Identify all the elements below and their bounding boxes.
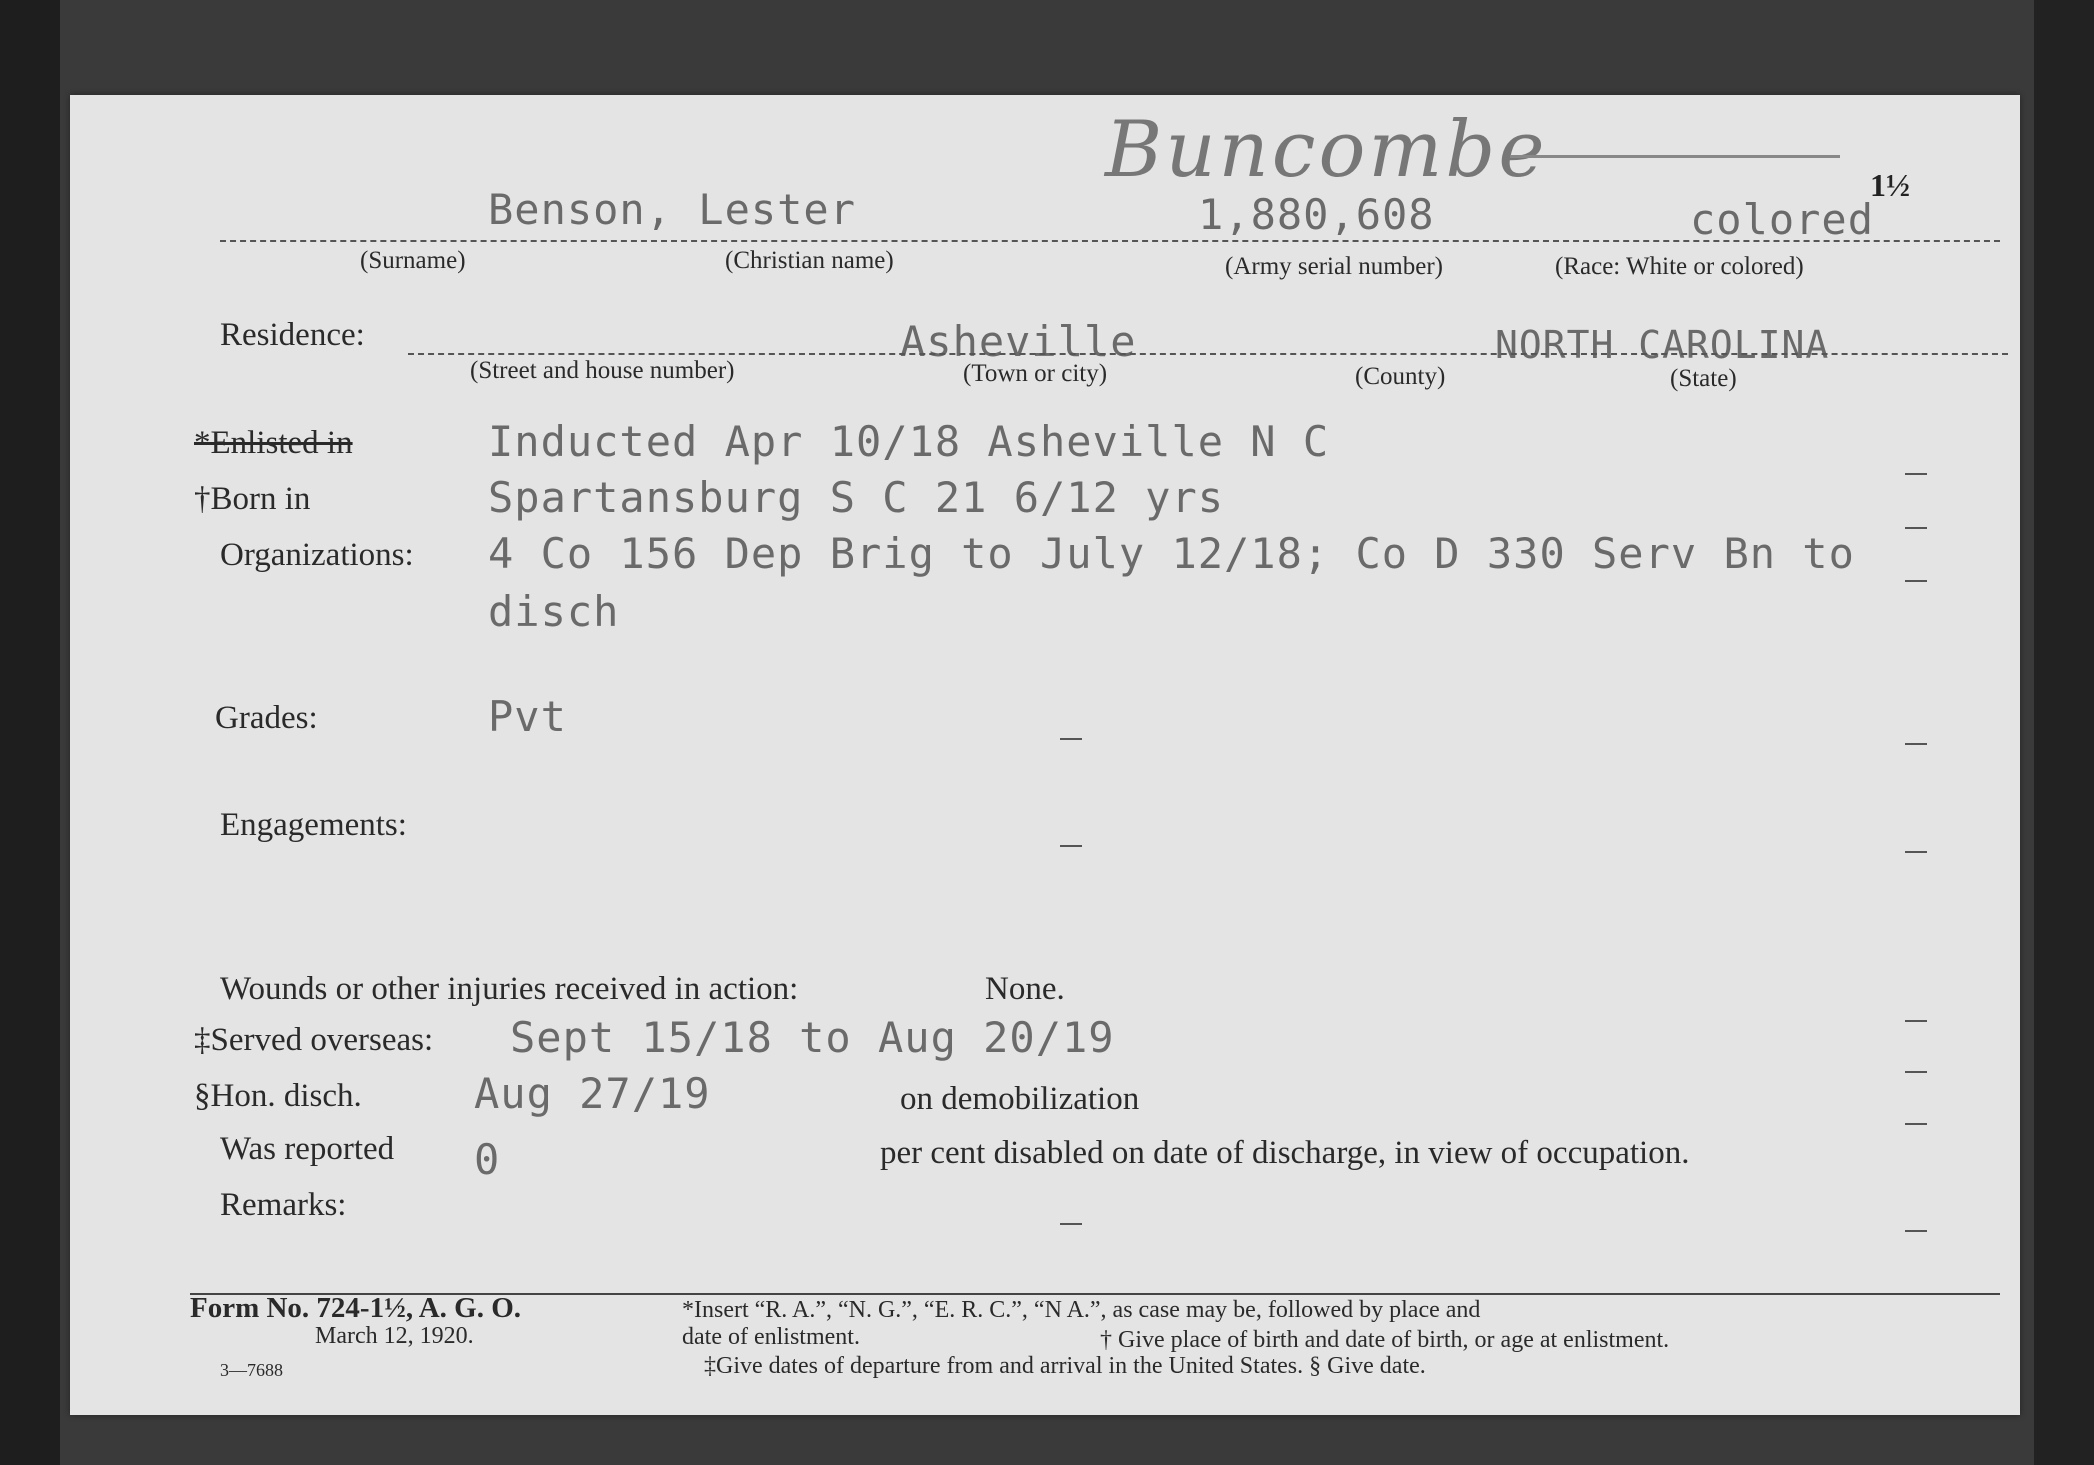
reported-suffix: per cent disabled on date of discharge, in view of occupation.	[880, 1135, 1690, 1171]
footnote-birth: † Give place of birth and date of birth, or age at enlistment.	[1100, 1327, 1670, 1353]
engagements-label: Engagements:	[220, 807, 407, 843]
margin-tick	[1905, 1071, 1927, 1073]
margin-tick	[1905, 1230, 1927, 1232]
overseas-label: ‡Served overseas:	[194, 1022, 434, 1058]
race-caption: (Race: White or colored)	[1555, 253, 1804, 280]
grades-value: Pvt	[488, 692, 567, 741]
christian-name-caption: (Christian name)	[725, 247, 894, 274]
margin-tick	[1905, 580, 1927, 582]
name-line	[220, 240, 2000, 242]
handwritten-county: Buncombe	[1105, 105, 1548, 195]
hon-disch-label: §Hon. disch.	[194, 1078, 362, 1114]
town-value: Asheville	[900, 317, 1137, 366]
service-record-card	[70, 95, 2020, 1415]
wounds-label: Wounds or other injuries received in action:	[220, 971, 799, 1007]
street-caption: (Street and house number)	[470, 357, 735, 384]
footnote-enlistment: *Insert “R. A.”, “N. G.”, “E. R. C.”, “N A.”, as case may be, followed by place and	[682, 1297, 1481, 1323]
born-value: Spartansburg S C 21 6/12 yrs	[488, 473, 1225, 522]
margin-tick	[1905, 1020, 1927, 1022]
reported-value: 0	[474, 1135, 501, 1184]
organizations-value-line1: 4 Co 156 Dep Brig to July 12/18; Co D 330 Serv Bn to	[488, 529, 1855, 578]
scan-border-right	[2034, 0, 2094, 1465]
residence-line	[408, 353, 2008, 355]
organizations-value-line2: disch	[488, 587, 620, 636]
margin-tick	[1060, 738, 1082, 740]
state-value: NORTH CAROLINA	[1495, 323, 1830, 367]
enlisted-value: Inducted Apr 10/18 Asheville N C	[488, 417, 1330, 466]
margin-tick	[1905, 743, 1927, 745]
form-date: March 12, 1920.	[315, 1323, 474, 1349]
town-caption: (Town or city)	[963, 360, 1108, 387]
serial-number-value: 1,880,608	[1198, 190, 1435, 239]
form-number: Form No. 724-1½, A. G. O.	[190, 1292, 522, 1324]
name-value: Benson, Lester	[488, 185, 857, 234]
serial-caption: (Army serial number)	[1225, 253, 1443, 280]
overseas-value: Sept 15/18 to Aug 20/19	[510, 1013, 1115, 1062]
born-label: †Born in	[194, 481, 311, 517]
county-caption: (County)	[1355, 363, 1446, 390]
organizations-label: Organizations:	[220, 537, 414, 573]
margin-tick	[1060, 1223, 1082, 1225]
grades-label: Grades:	[215, 700, 318, 736]
reported-label: Was reported	[220, 1131, 395, 1167]
enlisted-label: *Enlisted in	[194, 425, 353, 461]
footnote-enlistment-cont: date of enlistment.	[682, 1324, 860, 1350]
hon-disch-value: Aug 27/19	[474, 1069, 711, 1118]
handwritten-underline	[1510, 155, 1840, 158]
card-number: 1½	[1870, 167, 1910, 203]
hon-disch-suffix: on demobilization	[900, 1081, 1140, 1117]
margin-tick	[1905, 851, 1927, 853]
surname-caption: (Surname)	[360, 247, 466, 274]
state-caption: (State)	[1670, 365, 1737, 392]
scan-border-left	[0, 0, 60, 1465]
residence-label: Residence:	[220, 317, 365, 353]
remarks-label: Remarks:	[220, 1187, 347, 1223]
margin-tick	[1905, 1123, 1927, 1125]
margin-tick	[1905, 473, 1927, 475]
form-code: 3—7688	[220, 1360, 283, 1380]
margin-tick	[1905, 527, 1927, 529]
wounds-value: None.	[985, 971, 1065, 1007]
race-value: colored	[1690, 195, 1875, 244]
footnote-overseas: ‡Give dates of departure from and arrival in the United States. § Give date.	[704, 1353, 1426, 1379]
margin-tick	[1060, 845, 1082, 847]
